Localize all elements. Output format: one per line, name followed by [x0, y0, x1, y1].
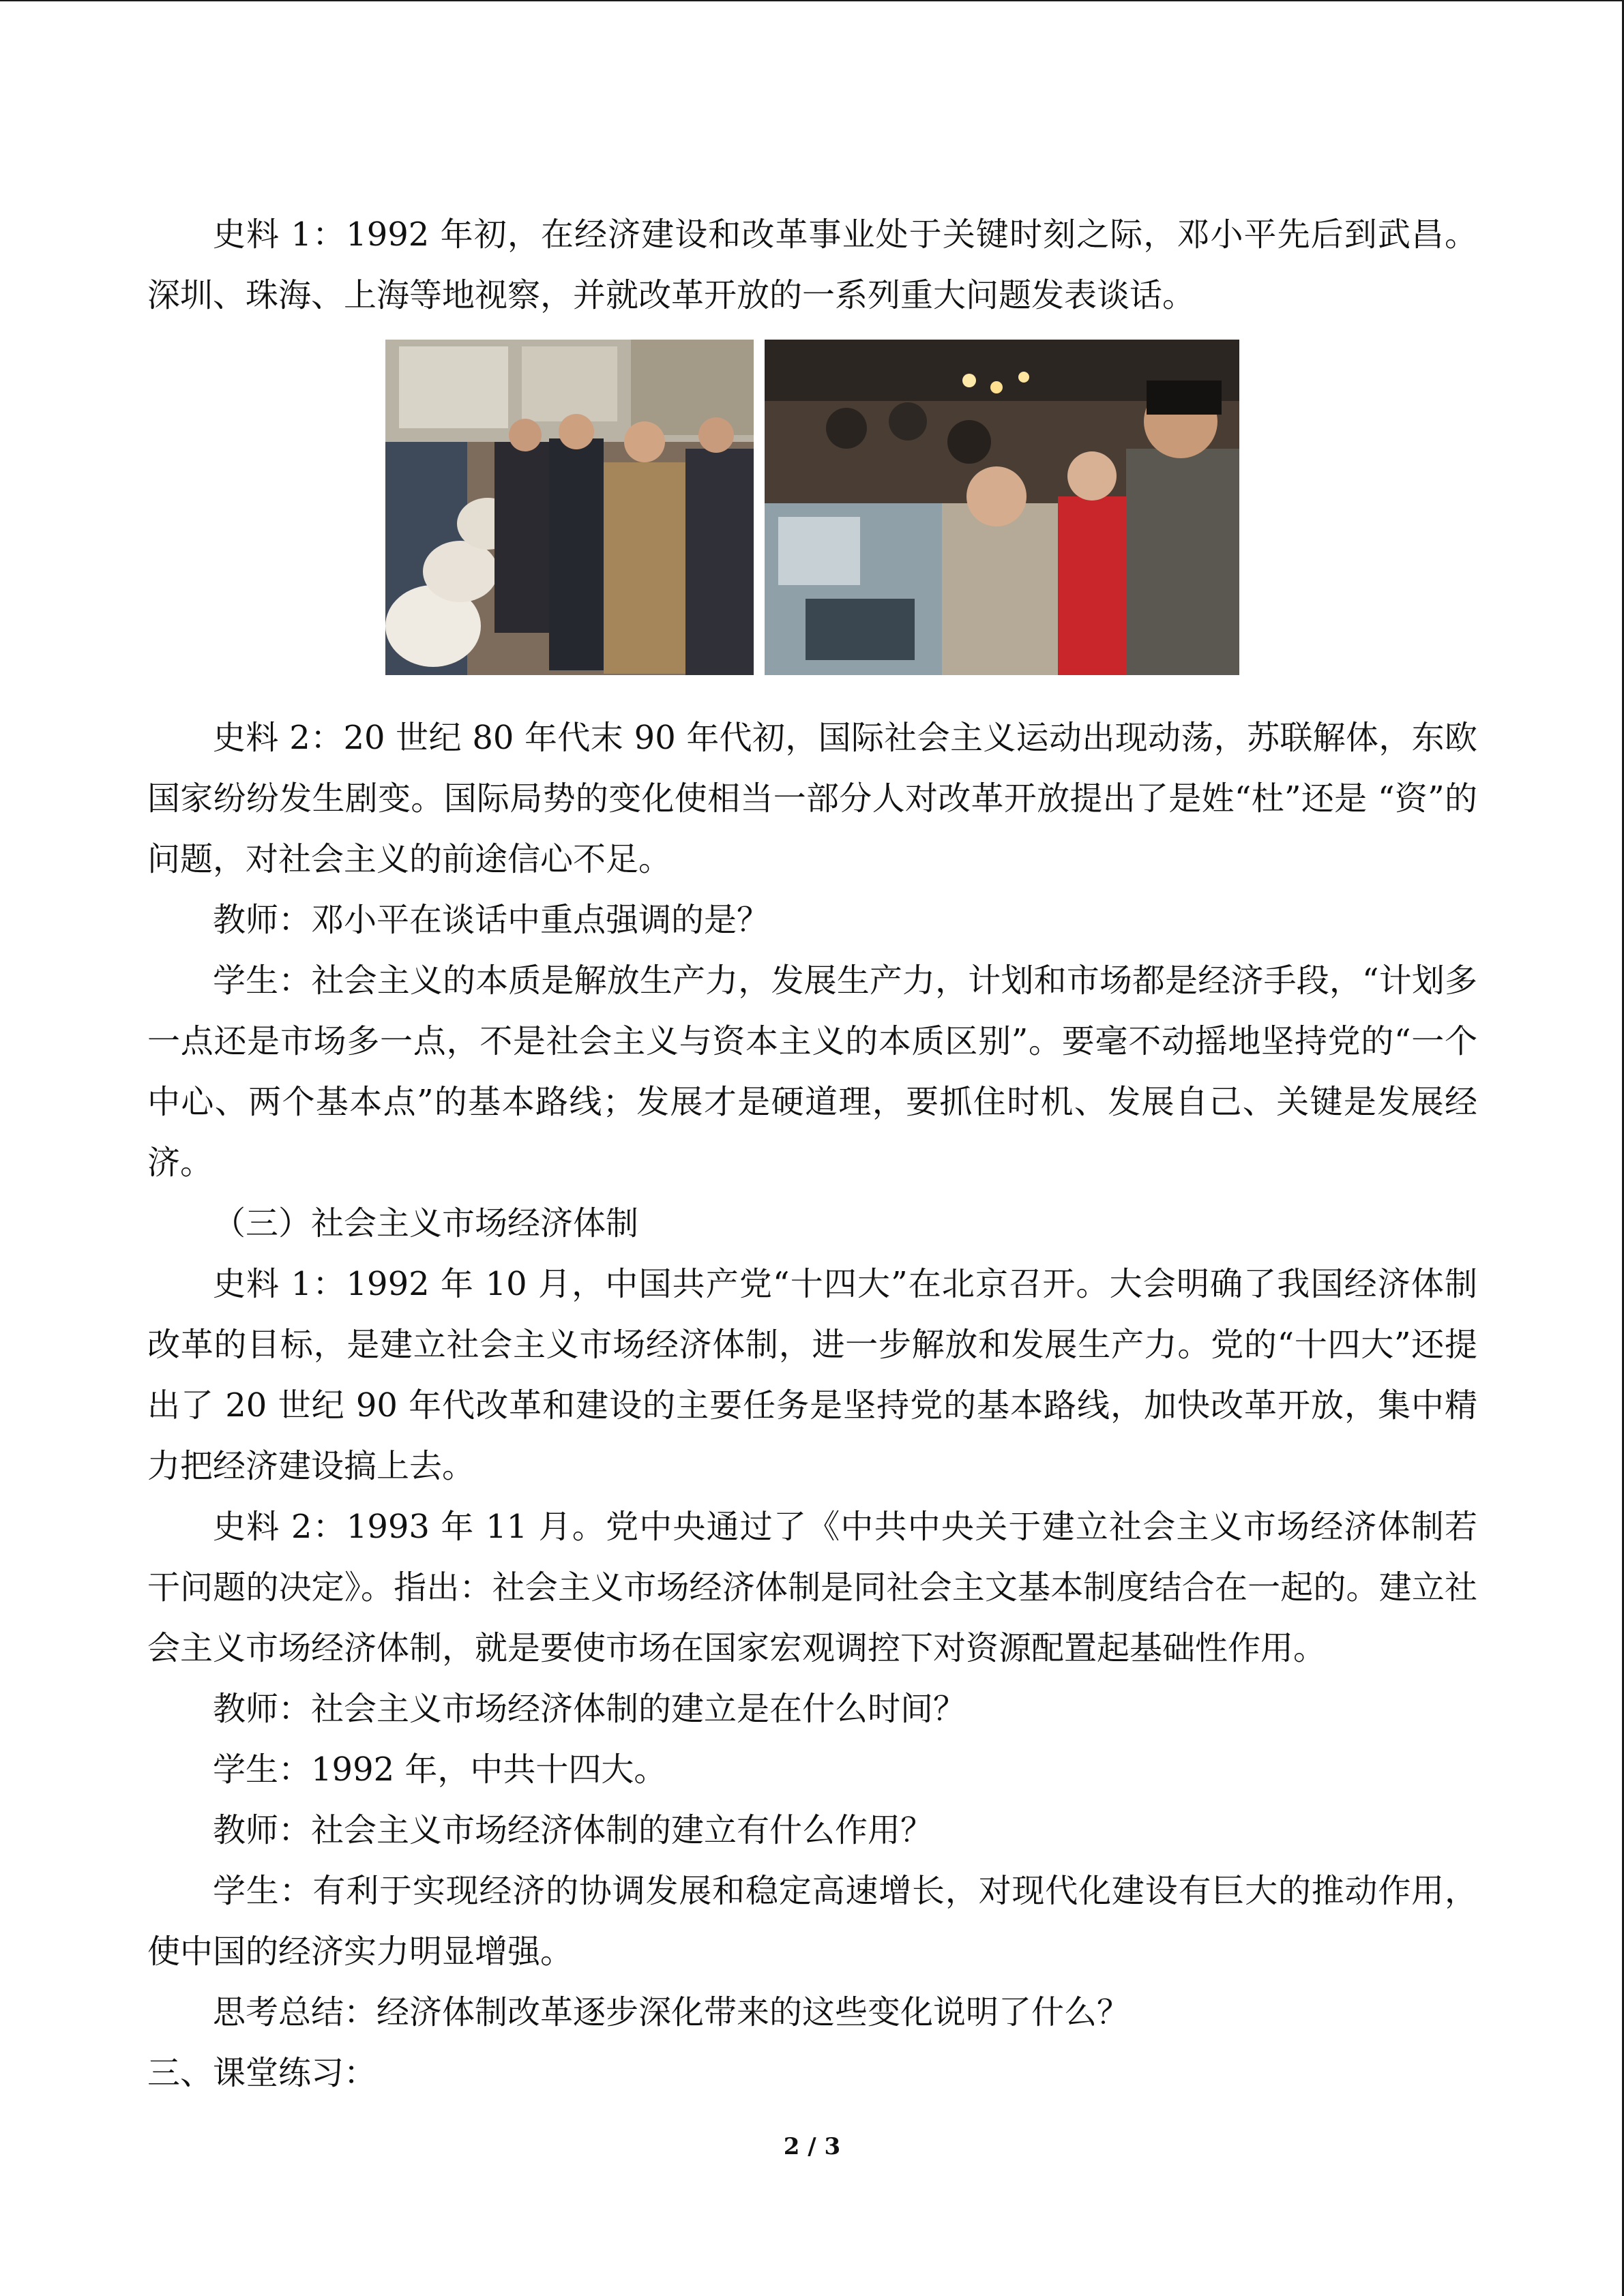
- student-answer-1: 学生：社会主义的本质是解放生产力，发展生产力，计划和市场都是经济手段，“计划多一点还是市场多一点，不是社会主义与资本主义的本质区别”。要毫不动摇地坚持党的“一个中心、两个基本点”的基本路线；发展才是硬道理，要抓住时机、发展自己、关键是发展经济。: [147, 961, 1477, 1182]
- document-body: [147, 205, 1477, 2104]
- section-heading-3: （三）社会主义市场经济体制: [213, 1204, 639, 1242]
- summary-question: 思考总结：经济体制改革逐步深化带来的这些变化说明了什么？: [213, 1993, 1130, 2031]
- page-number: 2 / 3: [783, 2133, 841, 2160]
- section3-source-1: 史料 1：1992 年 10 月，中国共产党“十四大”在北京召开。大会明确了我国经济体制改革的目标，是建立社会主义市场经济体制，进一步解放和发展生产力。党的“十四大”还提出了 20 世纪 90 年代改革和建设的主要任务是坚持党的基本路线，加快改革开放，集中精力把经济建设搞上去。: [147, 1265, 1477, 1485]
- top-border: [0, 0, 1624, 1]
- section3-student-answer-2: 学生：有利于实现经济的协调发展和稳定高速增长，对现代化建设有巨大的推动作用，使中国的经济实力明显增强。: [147, 1872, 1477, 1971]
- section3-source-2: 史料 2：1993 年 11 月。党中央通过了《中共中央关于建立社会主义市场经济体制若干问题的决定》。指出：社会主义市场经济体制是同社会主文基本制度结合在一起的。建立社会主义市场经济体制，就是要使市场在国家宏观调控下对资源配置起基础性作用。: [147, 1508, 1477, 1667]
- section3-student-answer-1: 学生：1992 年，中共十四大。: [213, 1750, 667, 1789]
- deng-inspection-photo-left: [385, 340, 754, 675]
- source-2-paragraph: 史料 2：20 世纪 80 年代末 90 年代初，国际社会主义运动出现动荡，苏联解体，东欧国家纷纷发生剧变。国际局势的变化使相当一部分人对改革开放提出了是姓“杜”还是 “资”的问题，对社会主义的前途信心不足。: [147, 719, 1477, 878]
- section3-teacher-question-2: 教师：社会主义市场经济体制的建立有什么作用？: [213, 1811, 934, 1849]
- teacher-question-1: 教师：邓小平在谈话中重点强调的是？: [213, 901, 770, 939]
- section3-teacher-question-1: 教师：社会主义市场经济体制的建立是在什么时间？: [213, 1690, 966, 1728]
- source-1-paragraph: 史料 1：1992 年初，在经济建设和改革事业处于关键时刻之际，邓小平先后到武昌。深圳、珠海、上海等地视察，并就改革开放的一系列重大问题发表谈话。: [147, 215, 1477, 314]
- deng-inspection-photo-right: [765, 340, 1239, 675]
- practice-heading: 三、课堂练习：: [147, 2054, 377, 2092]
- photo-row: [147, 340, 1477, 675]
